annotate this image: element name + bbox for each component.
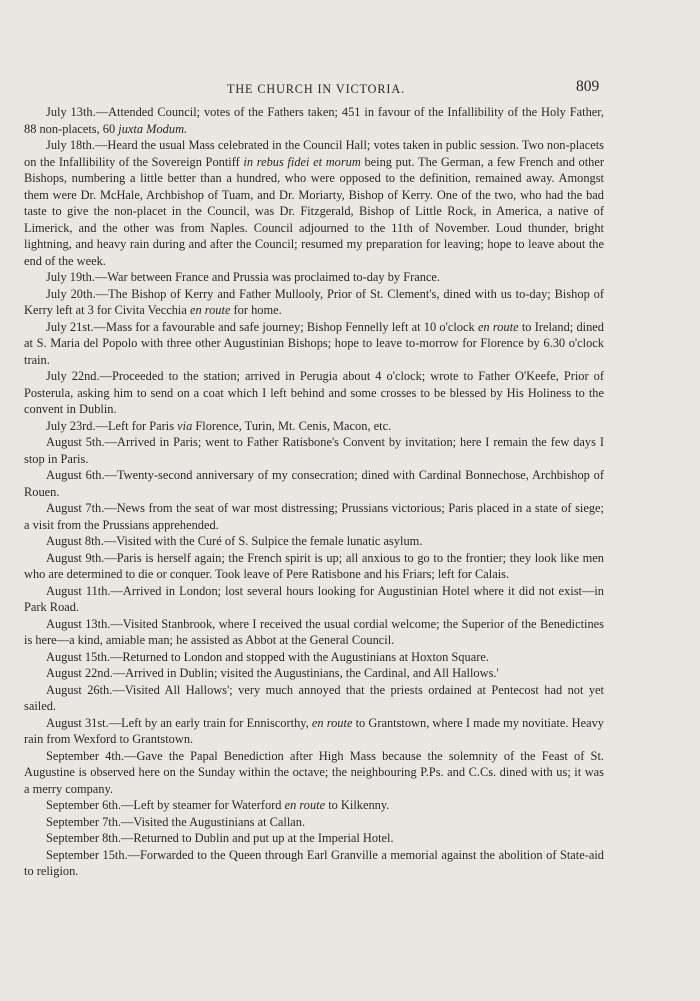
diary-entry [24, 467, 604, 500]
diary-entry [24, 583, 604, 616]
diary-entry [24, 500, 604, 533]
entry-italic: via [177, 418, 193, 433]
entry-text: to Grantstown, where I made my novitiate. Heavy rain from Wexford to Grantstown. [24, 715, 604, 746]
entry-text: September 4th.—Gave the Papal Benediction after High Mass because the solemnity of the Feast of St. Augustine is observed here on the Sunday within the octave; the neighbouring P.Ps. and C.Cs. dined with us; it was a merry company. [24, 748, 604, 796]
diary-entry [24, 847, 604, 880]
diary-entry [24, 286, 604, 319]
diary-entry [24, 814, 604, 831]
diary-entry [24, 682, 604, 715]
diary-entries [24, 104, 604, 880]
entry-text: August 26th.—Visited All Hallows'; very much annoyed that the priests ordained at Pentecost had not yet sailed. [24, 682, 604, 713]
entry-italic: juxta Modum. [118, 121, 188, 136]
entry-text: August 9th.—Paris is herself again; the French spirit is up; all anxious to go to the frontier; they look like men who are determined to die or conquer. Took leave of Pere Ratisbone and his Friars; left for Calais. [24, 550, 604, 581]
entry-text: July 19th.—War between France and Prussia was proclaimed to-day by France. [46, 270, 441, 284]
running-head [0, 80, 700, 100]
diary-entry [24, 550, 604, 583]
diary-entry [24, 748, 604, 798]
entry-text: to Kilkenny. [325, 798, 390, 812]
entry-text: August 7th.—News from the seat of war most distressing; Prussians victorious; Paris placed in a state of siege; a visit from the Prussians apprehended. [24, 501, 604, 532]
diary-entry [24, 368, 604, 418]
diary-entry [24, 616, 604, 649]
entry-text: July 21st.—Mass for a favourable and safe journey; Bishop Fennelly left at 10 o'clock [46, 319, 478, 334]
entry-italic: in rebus fidei et morum [243, 154, 361, 169]
running-title: THE CHURCH IN VICTORIA. [227, 82, 406, 96]
entry-italic: en route [284, 798, 326, 812]
entry-italic: en route [311, 715, 353, 730]
entry-text: to Ireland; dined at S. Maria del Popolo with three other Augustinian Bishops; hope to leave to-morrow for Florence by 6.30 o'clock train. [24, 319, 604, 367]
diary-entry [24, 104, 604, 137]
entry-text: July 20th.—The Bishop of Kerry and Father Mullooly, Prior of St. Clement's, dined with us to-day; Bishop of Kerry left at 3 for Civita Vecchia [24, 286, 604, 317]
entry-text: July 13th.—Attended Council; votes of the Fathers taken; 451 in favour of the Infallibility of the Holy Father, 88 non-placets, 60 [24, 105, 604, 136]
entry-text: August 13th.—Visited Stanbrook, where I received the usual cordial welcome; the Superior of the Benedictines is here—a kind, amiable man; he assisted as Abbot at the General Council. [24, 616, 604, 647]
entry-text: Florence, Turin, Mt. Cenis, Macon, etc. [192, 418, 392, 433]
entry-text: August 6th.—Twenty-second anniversary of my consecration; dined with Cardinal Bonnechose, Archbishop of Rouen. [24, 468, 604, 499]
diary-entry [24, 665, 604, 682]
entry-italic: en route [189, 303, 231, 317]
diary-entry [24, 269, 604, 286]
entry-text: September 6th.—Left by steamer for Waterford [46, 798, 285, 812]
diary-entry [24, 797, 604, 814]
diary-entry [24, 533, 604, 550]
diary-entry [24, 649, 604, 666]
entry-text: August 5th.—Arrived in Paris; went to Father Ratisbone's Convent by invitation; here I remain the few days I stop in Paris. [24, 435, 604, 466]
entry-text: for home. [230, 303, 282, 317]
diary-entry [24, 715, 604, 748]
entry-text: being put. The German, a few French and other Bishops, numbering a little better than a hundred, who were opposed to the definition, remained away. Amongst them were Dr. McHale, Archbishop of Tuam, and Dr. Moriarty, Bishop of Kerry. One of the two, who had the bad taste to give the non-placet in the Council, was Dr. Fitzgerald, Bishop of Little Rock, in America, a native of Limerick, and the other was from Naples. Council adjourned to the 11th of November. Loud thunder, bright lightning, and heavy rain during and after the Council; resumed my preparation for leaving; hope to leave about the end of the week. [24, 154, 604, 268]
entry-text: July 18th.—Heard the usual Mass celebrated in the Council Hall; votes taken in public session. Two non-placets on the Infallibility of the Sovereign Pontiff [24, 138, 604, 169]
entry-text: August 22nd.—Arrived in Dublin; visited the Augustinians, the Cardinal, and All Hallows.' [46, 666, 499, 680]
diary-entry [24, 434, 604, 467]
entry-text: August 8th.—Visited with the Curé of S. Sulpice the female lunatic asylum. [46, 534, 423, 548]
diary-entry [24, 830, 604, 847]
diary-entry [24, 418, 604, 435]
entry-text: September 7th.—Visited the Augustinians at Callan. [46, 814, 306, 829]
entry-text: September 15th.—Forwarded to the Queen through Earl Granville a memorial against the abolition of State-aid to religion. [24, 847, 604, 878]
page-number: 809 [576, 78, 600, 95]
entry-text: July 22nd.—Proceeded to the station; arrived in Perugia about 4 o'clock; wrote to Father O'Keefe, Prior of Posterula, asking him to send on a coat which I left behind and some crosses to be blessed by His Holiness to the convent in Dublin. [24, 369, 604, 416]
entry-text: August 11th.—Arrived in London; lost several hours looking for Augustinian Hotel where it did not exist—in Park Road. [24, 583, 604, 614]
diary-entry [24, 319, 604, 369]
entry-text: August 15th.—Returned to London and stopped with the Augustinians at Hoxton Square. [46, 649, 489, 664]
entry-italic: en route [477, 319, 519, 334]
entry-text: September 8th.—Returned to Dublin and put up at the Imperial Hotel. [46, 831, 394, 845]
entry-text: August 31st.—Left by an early train for Enniscorthy, [46, 715, 312, 730]
entry-text: July 23rd.—Left for Paris [46, 418, 178, 433]
diary-entry [24, 137, 604, 269]
